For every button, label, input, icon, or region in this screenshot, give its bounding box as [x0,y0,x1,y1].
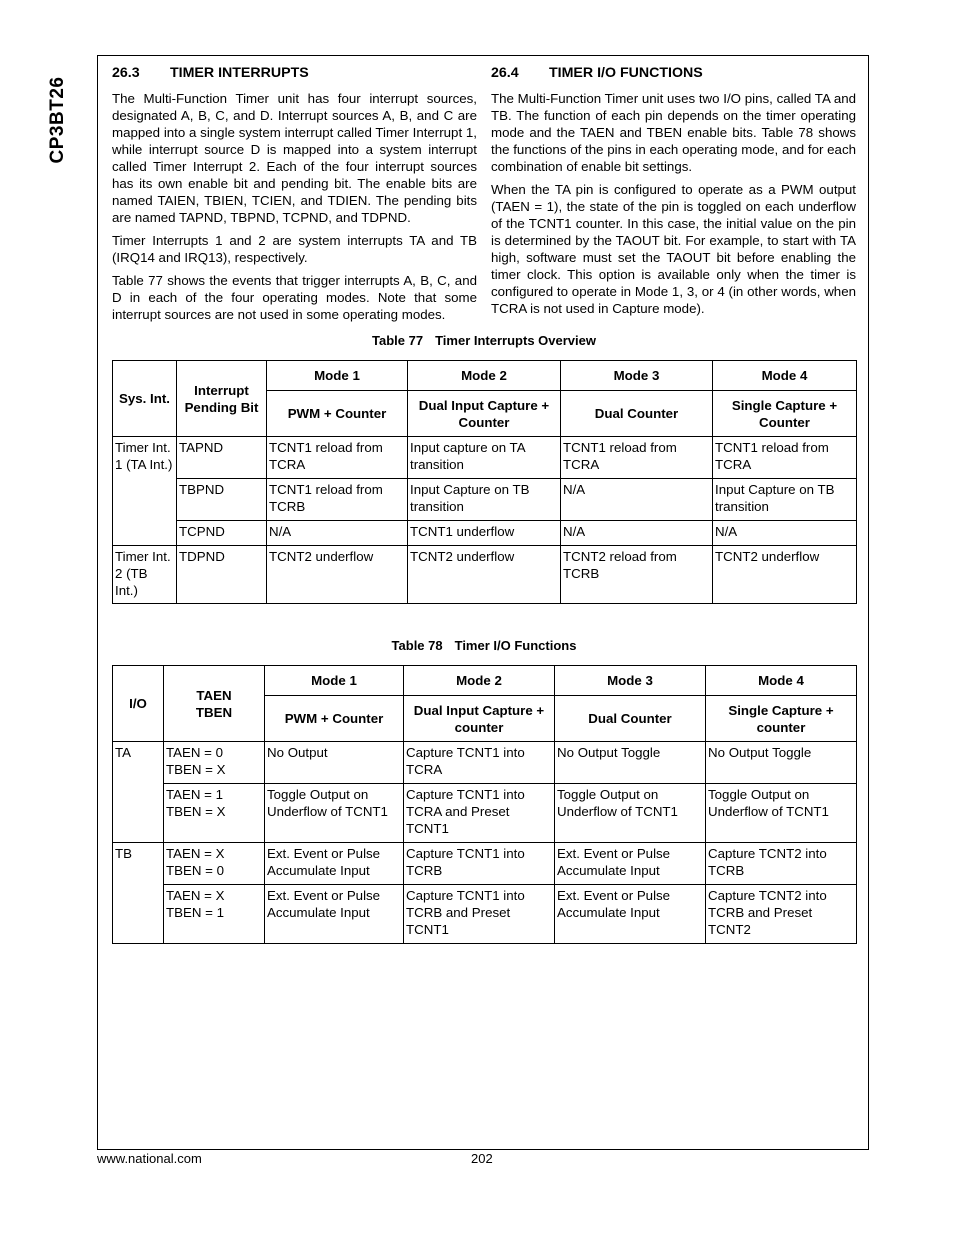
table-row [113,885,857,944]
table-cell: Capture TCNT1 into TCRB [404,843,555,885]
enable-cell [164,843,265,885]
table-cell: Capture TCNT2 into TCRB [706,843,857,885]
pending-bit-cell: TAPND [177,437,267,479]
table-cell: TCNT1 underflow [408,521,561,546]
table-row [113,437,857,479]
section-title: TIMER I/O FUNCTIONS [549,65,703,81]
header-mode-name: Dual Input Capture + counter [404,696,555,742]
sys-int-cell: Timer Int. 1 (TA Int.) [113,437,177,546]
enable-cell [164,885,265,944]
paragraph: The Multi-Function Timer unit has four interrupt sources, designated A, B, C, and D. Interrupt sources A, B, and C are mapped into a single system interrupt called Timer Interrupt 1, while interrupt source D is mapped into a system interrupt called Timer Interrupt 2. Each of the four interrupt sources has its own enable bit and pending bit. The enable bits are named TAIEN, TBIEN, TCIEN, and TDIEN. The pending bits are named TAPND, TBPND, TCPND, and TDPND. [112,91,477,225]
table-cell: Capture TCNT1 into TCRA and Preset TCNT1 [404,784,555,843]
enable-line: TBEN = X [166,762,226,777]
header-mode: Mode 2 [408,361,561,391]
table-cell: TCNT2 reload from TCRB [561,546,713,604]
pending-bit-cell: TCPND [177,521,267,546]
pending-bit-cell: TBPND [177,479,267,521]
page-border-left [97,55,98,1150]
table-cell: TCNT1 reload from TCRA [713,437,857,479]
table-row [113,479,857,521]
table-cell: TCNT1 reload from TCRA [267,437,408,479]
paragraph: When the TA pin is configured to operate as a PWM output (TAEN = 1), the state of the pin is toggled on each underflow of the TCNT1 counter. In this case, the initial value on the pin is determined by the TAOUT bit. For example, to start with TA high, software must set the TAOUT bit before enabling the timer clock. This option is available only when the timer is configured to operate in Mode 1, 3, or 4 (in other words, when TCRA is not used in Capture mode). [491,182,856,316]
table77-timer-interrupts [112,360,857,604]
table-row [113,521,857,546]
table-cell: Toggle Output on Underflow of TCNT1 [555,784,706,843]
table-cell: N/A [561,479,713,521]
table-row [113,843,857,885]
header-mode-name: Single Capture + Counter [713,391,857,437]
header-mode-name: PWM + Counter [267,391,408,437]
paragraph: The Multi-Function Timer unit uses two I/O pins, called TA and TB. The function of each pin depends on the timer operating mode and the TAEN and TBEN enable bits. Table 78 shows the functions of the pins in each operating mode, and for each combination of enable bit settings. [491,91,856,174]
section-title: TIMER INTERRUPTS [170,65,309,81]
header-mode: Mode 1 [267,361,408,391]
caption-title: Timer I/O Functions [454,638,577,653]
table-cell: Toggle Output on Underflow of TCNT1 [706,784,857,843]
header-mode: Mode 4 [713,361,857,391]
table-row [113,742,857,784]
enable-line: TAEN = X [166,888,225,903]
enable-line: TAEN = 1 [166,787,224,802]
header-mode-name: Dual Counter [555,696,706,742]
header-mode: Mode 2 [404,666,555,696]
header-mode: Mode 3 [561,361,713,391]
table-cell: TCNT1 reload from TCRB [267,479,408,521]
table-cell: N/A [713,521,857,546]
enable-line: TBEN = X [166,804,226,819]
header-mode: Mode 3 [555,666,706,696]
footer-page-number: 202 [471,1151,493,1166]
caption-number: Table 77 [372,333,424,348]
table-cell: No Output Toggle [706,742,857,784]
table-cell: Capture TCNT1 into TCRA [404,742,555,784]
section-heading [491,64,856,82]
table-cell: No Output Toggle [555,742,706,784]
table-cell: No Output [265,742,404,784]
enable-cell [164,784,265,843]
paragraph: Table 77 shows the events that trigger interrupts A, B, C, and D in each of the four operating modes. Note that some interrupt sources are not used in some operating modes. [112,273,477,322]
table-cell: Capture TCNT1 into TCRB and Preset TCNT1 [404,885,555,944]
header-io: I/O [113,666,164,742]
table-cell: N/A [561,521,713,546]
enable-line: TBEN = 0 [166,863,225,878]
table-row [113,546,857,604]
enable-line: TBEN = 1 [166,905,225,920]
document-side-title: CP3BT26 [47,76,68,164]
table-cell: Ext. Event or Pulse Accumulate Input [555,843,706,885]
page-border-top [97,55,869,56]
header-pending-bit: Interrupt Pending Bit [177,361,267,437]
io-pin-cell: TB [113,843,164,944]
section-number: 26.4 [491,65,519,81]
page-border-right [868,55,869,1150]
section-number: 26.3 [112,65,140,81]
footer-website: www.national.com [97,1151,202,1166]
caption-number: Table 78 [391,638,443,653]
table77-caption [112,333,856,348]
io-pin-cell: TA [113,742,164,843]
table78-timer-io-functions [112,665,857,944]
table-cell: Input Capture on TB transition [408,479,561,521]
table-cell: TCNT2 underflow [408,546,561,604]
header-enable-bits: TAEN TBEN [164,666,265,742]
table-cell: Input capture on TA transition [408,437,561,479]
table-cell: Toggle Output on Underflow of TCNT1 [265,784,404,843]
header-sys-int: Sys. Int. [113,361,177,437]
section-heading [112,64,477,82]
table-cell: Ext. Event or Pulse Accumulate Input [555,885,706,944]
paragraph: Timer Interrupts 1 and 2 are system interrupts TA and TB (IRQ14 and IRQ13), respectively. [112,233,477,265]
header-mode-name: Dual Counter [561,391,713,437]
pending-bit-cell: TDPND [177,546,267,604]
table-cell: N/A [267,521,408,546]
header-mode-name: PWM + Counter [265,696,404,742]
table-cell: Ext. Event or Pulse Accumulate Input [265,843,404,885]
header-mode-name: Dual Input Capture + Counter [408,391,561,437]
header-mode: Mode 1 [265,666,404,696]
table-row [113,784,857,843]
section-timer-interrupts [112,64,477,329]
table-cell: TCNT2 underflow [713,546,857,604]
header-mode: Mode 4 [706,666,857,696]
table-cell: TCNT2 underflow [267,546,408,604]
table-cell: Capture TCNT2 into TCRB and Preset TCNT2 [706,885,857,944]
enable-cell [164,742,265,784]
enable-line: TAEN = 0 [166,745,224,760]
header-mode-name: Single Capture + counter [706,696,857,742]
table-cell: Ext. Event or Pulse Accumulate Input [265,885,404,944]
table-cell: Input Capture on TB transition [713,479,857,521]
table-cell: TCNT1 reload from TCRA [561,437,713,479]
section-timer-io-functions [491,64,856,323]
sys-int-cell: Timer Int. 2 (TB Int.) [113,546,177,604]
caption-title: Timer Interrupts Overview [435,333,596,348]
page-border-bottom [97,1149,869,1150]
table78-caption [112,638,856,653]
enable-line: TAEN = X [166,846,225,861]
